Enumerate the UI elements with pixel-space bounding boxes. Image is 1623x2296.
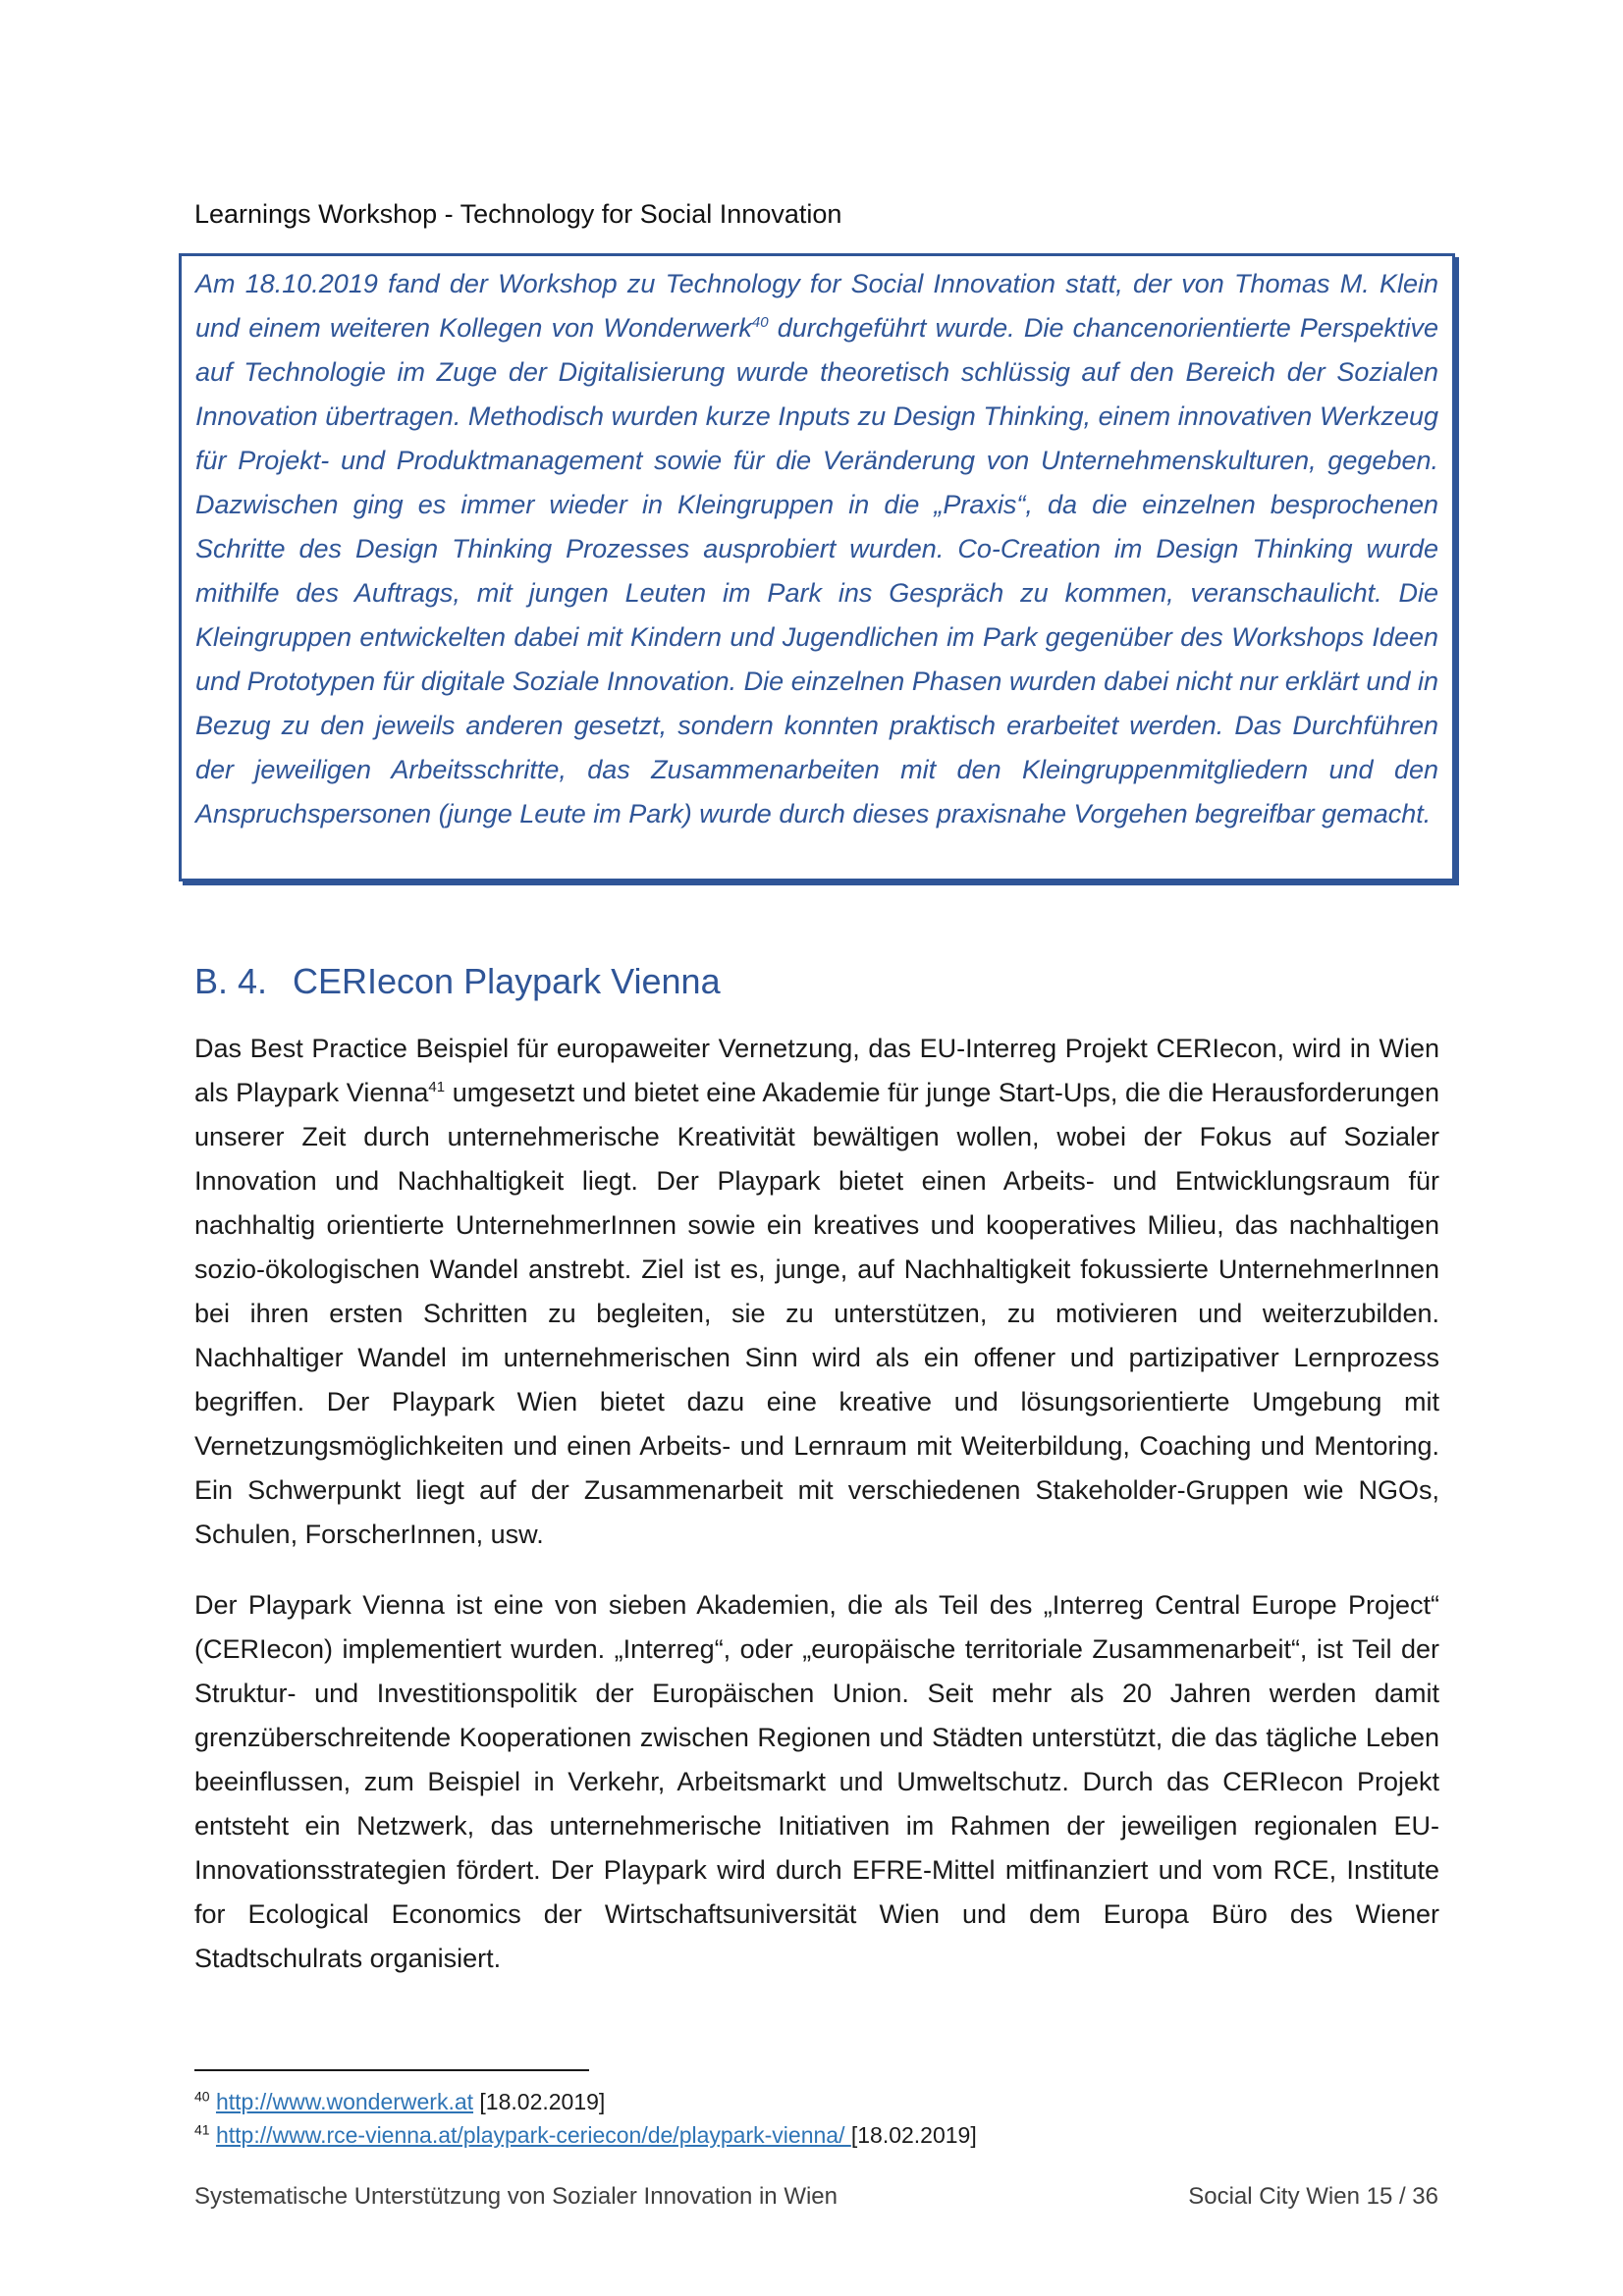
workshop-summary-box [179,253,1455,881]
workshop-summary-part1: Am 18.10.2019 fand der Workshop zu Technology for Social Innovation statt, der von Thomas M. Klein und einem weiteren Kollegen von Wonderwerk [195,269,1438,343]
footer-page-info: Social City Wien 15 / 36 [1188,2183,1438,2210]
footnote-date: [18.02.2019] [850,2122,977,2148]
section-number: B. 4. [194,961,268,1001]
paragraph-1-part1: Das Best Practice Beispiel für europaweiter Vernetzung, das EU-Interreg Projekt CERIecon, wird in Wien als Playpark Vienna [194,1034,1439,1107]
footnote-date: [18.02.2019] [473,2089,606,2114]
workshop-summary-part2: durchgeführt wurde. Die chancenorientierte Perspektive auf Technologie im Zuge der Digitalisierung wurde theoretisch schlüssig auf den Bereich der Sozialen Innovation übertragen. Methodisch wurden kurze Inputs zu Design Thinking, einem innovativen Werkzeug für Projekt- und Produktmanagement sowie für die Veränderung von Unternehmenskulturen, gegeben. Dazwischen ging es immer wieder in Kleingruppen in die „Praxis“, da die einzelnen besprochenen Schritte des Design Thinking Prozesses ausprobiert wurden. Co-Creation im Design Thinking wurde mithilfe des Auftrags, mit jungen Leuten im Park ins Gespräch zu kommen, veranschaulicht. Die Kleingruppen entwickelten dabei mit Kindern und Jugendlichen im Park gegenüber des Workshops Ideen und Prototypen für digitale Soziale Innovation. Die einzelnen Phasen wurden dabei nicht nur erklärt und in Bezug zu den jeweils anderen gesetzt, sondern konnten praktisch erarbeitet werden. Das Durchführen der jeweiligen Arbeitsschritte, das Zusammenarbeiten mit den Kleingruppenmitgliedern und den Anspruchspersonen (junge Leute im Park) wurde durch dieses praxisnahe Vorgehen begreifbar gemacht. [195,313,1438,828]
footnote-40 [194,2085,605,2118]
footnote-ref-40[interactable]: 40 [751,314,769,331]
footnote-link-rce-vienna[interactable]: http://www.rce-vienna.at/playpark-ceriecon/de/playpark-vienna/ [215,2122,851,2148]
footnote-number: 41 [194,2121,210,2138]
section-heading [194,957,721,1006]
paragraph-1-part2: umgesetzt und bietet eine Akademie für junge Start-Ups, die die Herausforderungen unserer Zeit durch unternehmerische Kreativität bewältigen wollen, wobei der Fokus auf Sozialer Innovation und Nachhaltigkeit liegt. Der Playpark bietet einen Arbeits- und Entwicklungsraum für nachhaltig orientierte UnternehmerInnen sowie ein kreatives und kooperatives Milieu, das nachhaltigen sozio-ökologischen Wandel anstrebt. Ziel ist es, junge, auf Nachhaltigkeit fokussierte UnternehmerInnen bei ihren ersten Schritten zu begleiten, sie zu unterstützen, zu motivieren und weiterzubilden. Nachhaltiger Wandel im unternehmerischen Sinn wird als ein offener und partizipativer Lernprozess begriffen. Der Playpark Wien bietet dazu eine kreative und lösungsorientierte Umgebung mit Vernetzungsmöglichkeiten und einen Arbeits- und Lernraum mit Weiterbildung, Coaching und Mentoring. Ein Schwerpunkt liegt auf der Zusammenarbeit mit verschiedenen Stakeholder-Gruppen wie NGOs, Schulen, ForscherInnen, usw. [194,1078,1439,1549]
workshop-summary-text [195,262,1438,836]
body-paragraph-2: Der Playpark Vienna ist eine von sieben Akademien, die als Teil des „Interreg Central Europe Project“ (CERIecon) implementiert wurden. „Interreg“, oder „europäische territoriale Zusammenarbeit“, ist Teil der Struktur- und Investitionspolitik der Europäischen Union. Seit mehr als 20 Jahren werden damit grenzüberschreitende Kooperationen zwischen Regionen und Städten unterstützt, die das tägliche Leben beeinflussen, zum Beispiel in Verkehr, Arbeitsmarkt und Umweltschutz. Durch das CERIecon Projekt entsteht ein Netzwerk, das unternehmerische Initiativen im Rahmen der jeweiligen regionalen EU-Innovationsstrategien fördert. Der Playpark wird durch EFRE-Mittel mitfinanziert und vom RCE, Institute for Ecological Economics der Wirtschaftsuniversität Wien und dem Europa Büro des Wiener Stadtschulrats organisiert. [194,1590,1439,1973]
footnote-number: 40 [194,2088,210,2105]
footnote-separator [194,2069,589,2071]
workshop-title: Learnings Workshop - Technology for Social Innovation [194,199,842,229]
footnote-link-wonderwerk[interactable]: http://www.wonderwerk.at [215,2089,474,2114]
footnote-ref-41[interactable]: 41 [428,1079,446,1095]
footer-document-title: Systematische Unterstützung von Sozialer Innovation in Wien [194,2183,838,2210]
body-paragraph-1 [194,1027,1439,1557]
section-title: CERIecon Playpark Vienna [293,961,721,1001]
footnote-41 [194,2118,977,2152]
